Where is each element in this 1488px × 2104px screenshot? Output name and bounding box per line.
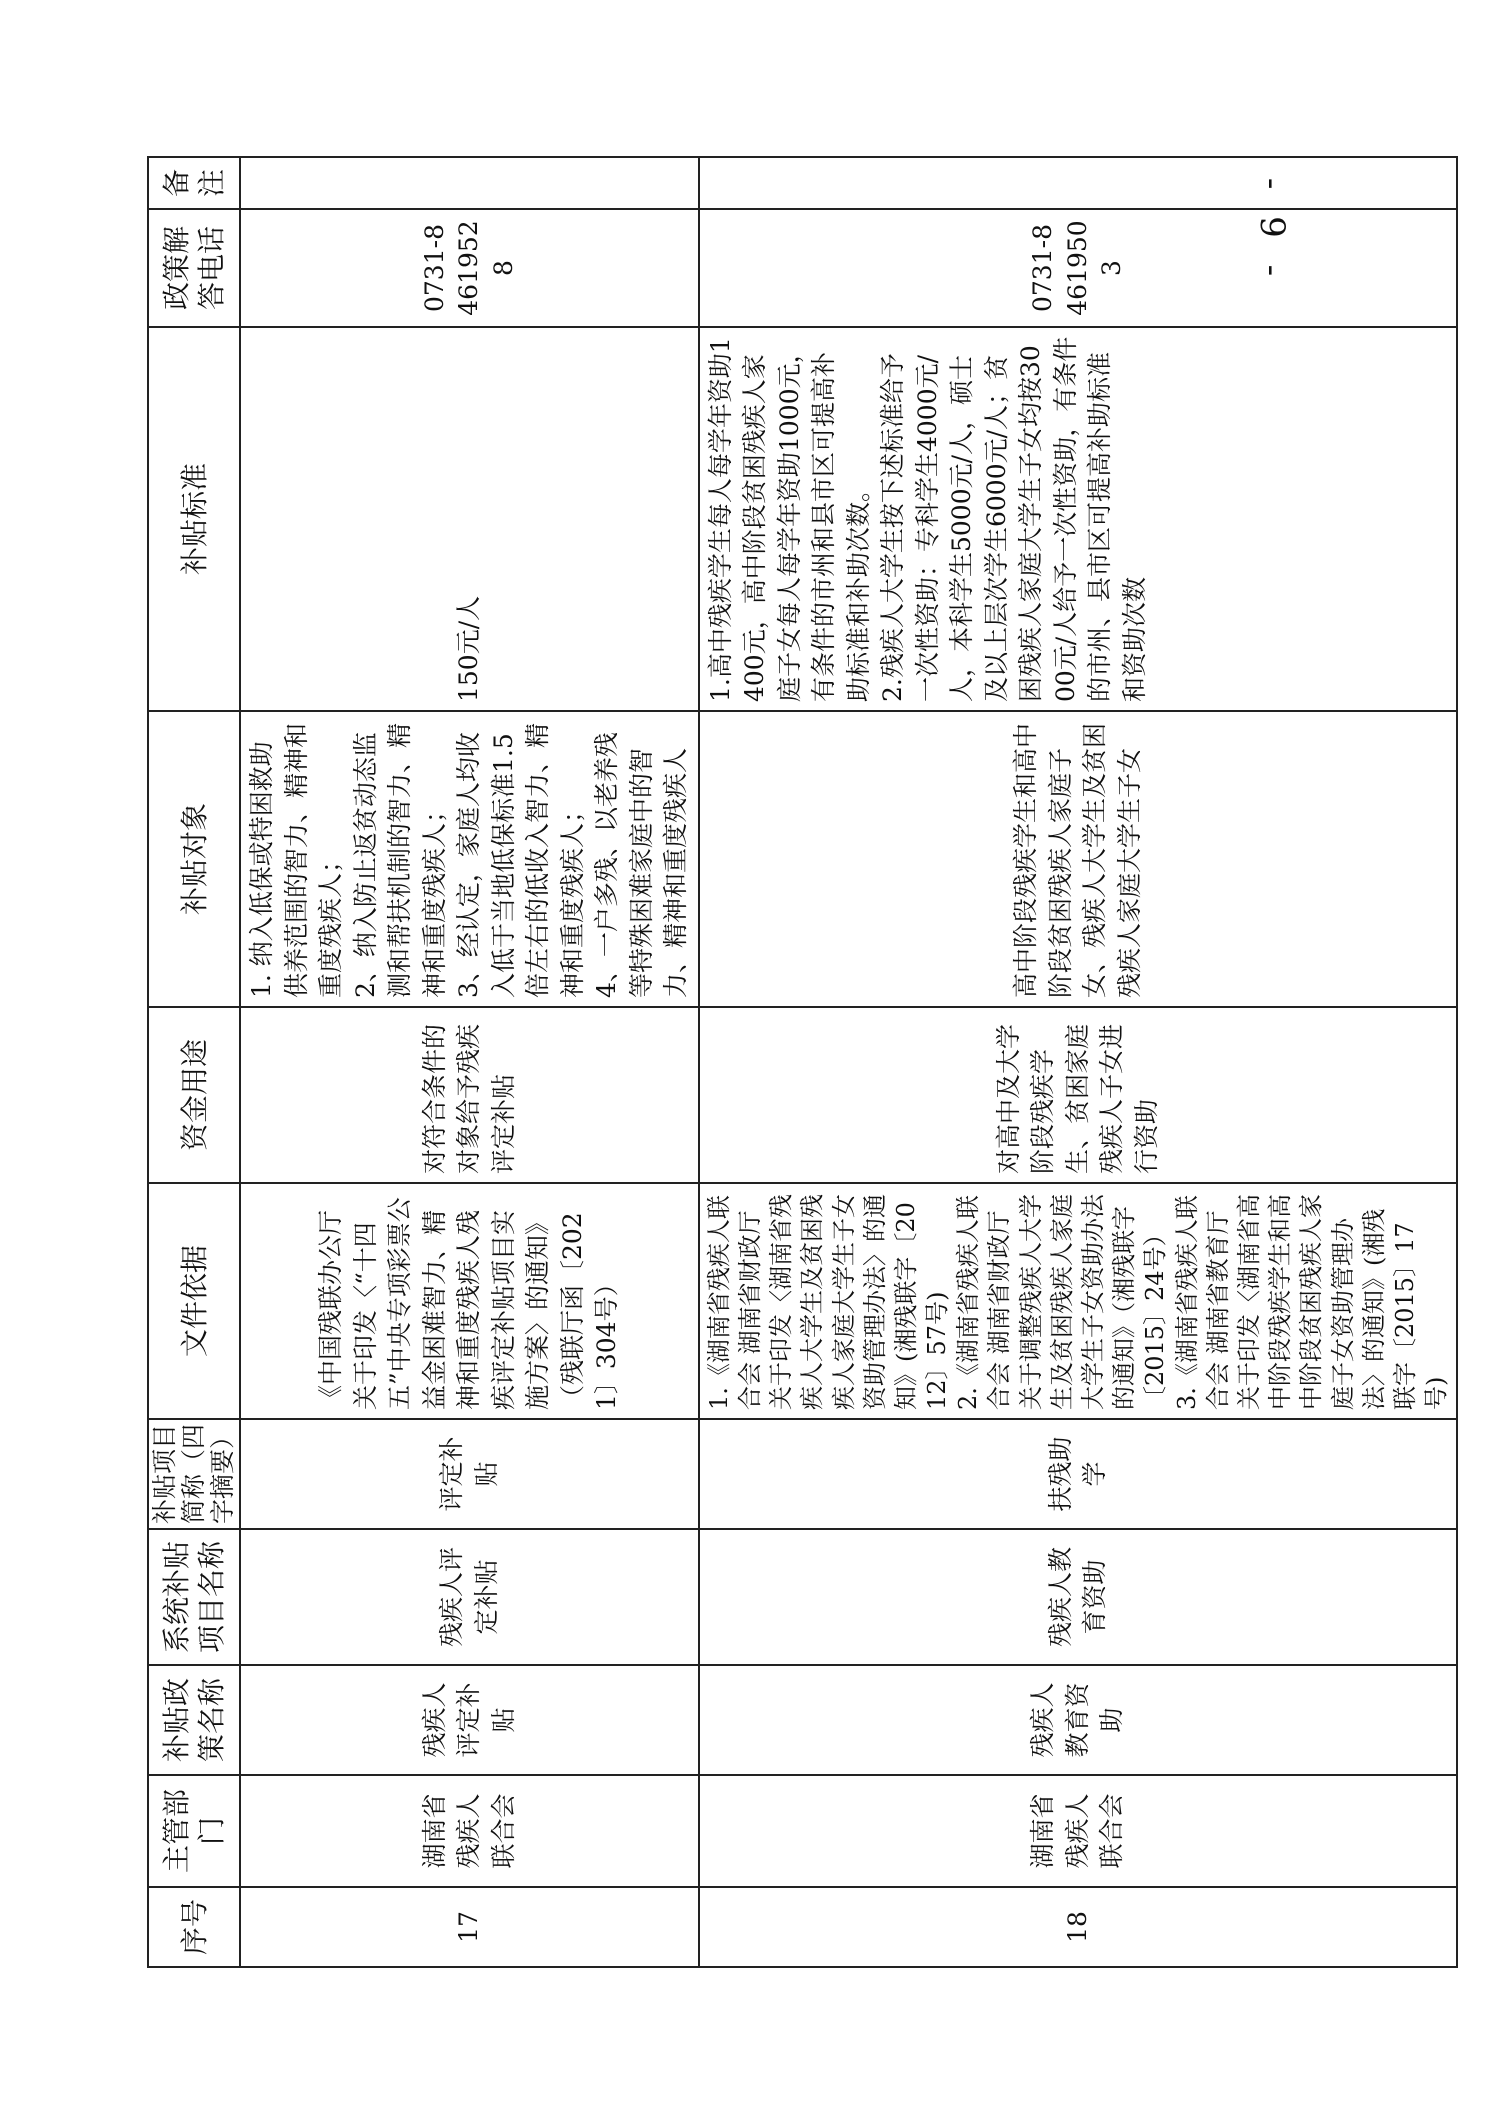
row-17-target-line: 1. 纳入低保或特困救助供养范围的智力、精神和重度残疾人； (247, 722, 346, 998)
row-17-policy-name: 残疾人评定补贴 (240, 1665, 699, 1775)
row-18-seq: 18 (699, 1887, 1458, 1967)
header-target: 补贴对象 (148, 711, 240, 1007)
page-number: - 9 - (1252, 177, 1292, 285)
row-17-dept: 湖南省残疾人联合会 (240, 1775, 699, 1887)
row-17-target-line: 2、纳入防止返贫动态监测和帮扶机制的智力、精神和重度残疾人； (350, 722, 449, 998)
row-17-short-name: 评定补贴 (240, 1419, 699, 1529)
header-dept: 主管部门 (148, 1775, 240, 1887)
row-17-seq: 17 (240, 1887, 699, 1967)
row-18-standard (699, 327, 1458, 711)
row-18-basis-line: 1.《湖南省残疾人联合会 湖南省财政厅关于印发〈湖南省残疾人大学生及贫困残疾人家庭大学生子女资助管理办法〉的通知》(湘残联字〔2012〕57号) (704, 1194, 952, 1410)
row-18-basis (699, 1183, 1458, 1419)
header-phone: 政策解答电话 (148, 209, 240, 327)
header-seq: 序号 (148, 1887, 240, 1967)
subsidy-policy-table (147, 156, 1458, 1968)
row-18-basis-line: 3.《湖南省残疾人联合会 湖南省教育厅关于印发〈湖南省高中阶段残疾学生和高中阶段贫困残疾人家庭子女资助管理办法〉的通知》(湘残联字〔2015〕17号) (1172, 1194, 1451, 1410)
row-17-target-line: 3、经认定，家庭人均收入低于当地低保标准1.5倍左右的低收入智力、精神和重度残疾人； (454, 722, 587, 998)
header-remark: 备注 (148, 157, 240, 209)
row-17-standard (240, 327, 699, 711)
row-18-fund-use: 对高中及大学阶段残疾学生、贫困家庭残疾人子女进行资助 (699, 1007, 1458, 1183)
row-18-remark (699, 157, 1458, 209)
row-17-standard-line: 150元/人 (454, 595, 484, 702)
row-17-target (240, 711, 699, 1007)
header-basis: 文件依据 (148, 1183, 240, 1419)
row-17-basis: 《中国残联办公厅关于印发〈“十四五”中央专项彩票公益金困难智力、精神和重度残疾人残疾评定补贴项目实施方案〉的通知》（残联厅函〔2021〕304号） (240, 1183, 699, 1419)
row-18-dept: 湖南省残疾人联合会 (699, 1775, 1458, 1887)
row-17-phone: 0731-84619528 (240, 209, 699, 327)
row-17-system-item: 残疾人评定补贴 (240, 1529, 699, 1665)
row-18-phone: 0731-84619503 (699, 209, 1458, 327)
header-fund-use: 资金用途 (148, 1007, 240, 1183)
table-row (699, 157, 1458, 1967)
row-17-target-line: 4、一户多残、以老养残等特殊困难家庭中的智力、精神和重度残疾人 (592, 732, 691, 998)
row-18-target: 高中阶段残疾学生和高中阶段贫困残疾人家庭子女、残疾人大学生及贫困残疾人家庭大学生子女 (699, 711, 1458, 1007)
row-18-standard-line: 1.高中残疾学生每人每学年资助1400元，高中阶段贫困残疾人家庭子女每人每学年资助1000元，有条件的市州和县市区可提高补助标准和补助次数。 (705, 337, 873, 702)
row-17-remark (240, 157, 699, 209)
row-17-fund-use: 对符合条件的对象给予残疾评定补贴 (240, 1007, 699, 1183)
header-short-name: 补贴项目简称（四字摘要） (148, 1419, 240, 1529)
header-row (148, 157, 240, 1967)
header-policy-name: 补贴政策名称 (148, 1665, 240, 1775)
header-system-item: 系统补贴项目名称 (148, 1529, 240, 1665)
header-standard: 补贴标准 (148, 327, 240, 711)
row-18-system-item: 残疾人教育资助 (699, 1529, 1458, 1665)
rotated-table-container (147, 158, 1451, 1968)
row-18-basis-line: 2.《湖南省残疾人联合会 湖南省财政厅关于调整残疾人大学生及贫困残疾人家庭大学生子女资助办法的通知》（湘残联字〔2015〕24号） (954, 1194, 1170, 1410)
row-18-standard-line: 2.残疾人大学生按下述标准给予一次性资助：专科学生4000元/人，本科学生5000元/人，硕士及以上层次学生6000元/人；贫困残疾人家庭大学生子女均按3000元/人给予一次性资助，有条件的市州、县市区可提高补助标准和资助次数 (878, 336, 1149, 702)
row-18-policy-name: 残疾人教育资助 (699, 1665, 1458, 1775)
table-row (240, 157, 699, 1967)
row-18-short-name: 扶残助学 (699, 1419, 1458, 1529)
